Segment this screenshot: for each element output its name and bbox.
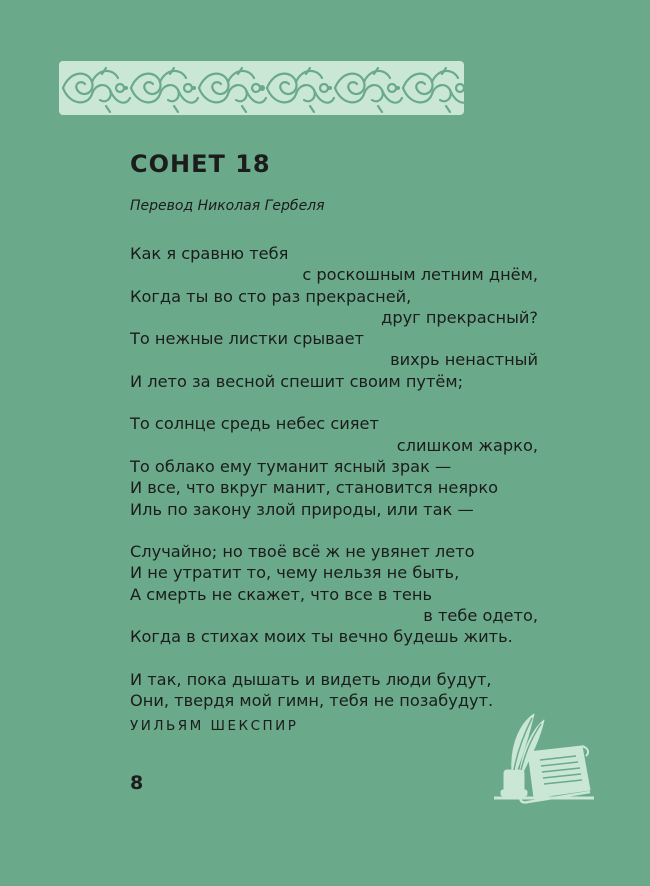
stanza-gap — [130, 648, 550, 669]
poem-line: друг прекрасный? — [381, 307, 538, 327]
floral-ornament-icon — [58, 60, 465, 116]
poem-line: вихрь ненастный — [390, 350, 538, 370]
poem-line: слишком жарко, — [396, 435, 538, 455]
translator-credit: Перевод Николая Гербеля — [130, 198, 325, 214]
poem-line: Случайно; но твоё всё ж не увянет лето — [130, 542, 475, 562]
poem-line: И все, что вкруг манит, становится неярко — [130, 478, 499, 498]
poem-line: Когда ты во сто раз прекрасней, — [130, 286, 412, 306]
poem-line: с роскошным летним днём, — [302, 265, 538, 285]
poem-line: То солнце средь небес сияет — [130, 414, 379, 434]
poem-line: И лето за весной спешит своим путём; — [130, 371, 464, 391]
stanza-gap — [130, 392, 550, 413]
poem-line: А смерть не скажет, что все в тень — [130, 584, 433, 604]
poem-line: Как я сравню тебя — [130, 244, 289, 263]
stanza-gap — [130, 520, 550, 541]
poem-line: То облако ему туманит ясный зрак — — [130, 456, 452, 476]
poem-line: Когда в стихах моих ты вечно будешь жить. — [130, 627, 513, 647]
poem-line: И не утратит то, чему нельзя не быть, — [130, 563, 460, 583]
poem-body — [130, 243, 550, 712]
poem-line: в тебе одето, — [423, 606, 538, 626]
quill-inkwell-icon — [490, 712, 598, 804]
poem-line: Иль по закону злой природы, или так — — [130, 499, 474, 519]
page-number: 8 — [130, 772, 144, 794]
author-name: УИЛЬЯМ ШЕКСПИР — [130, 718, 299, 734]
poem-line: И так, пока дышать и видеть люди будут, — [130, 669, 492, 689]
poem-title: СОНЕТ 18 — [130, 150, 271, 178]
poem-line: Они, твердя мой гимн, тебя не позабудут. — [130, 691, 494, 711]
poem-line: То нежные листки срывает — [130, 329, 364, 349]
